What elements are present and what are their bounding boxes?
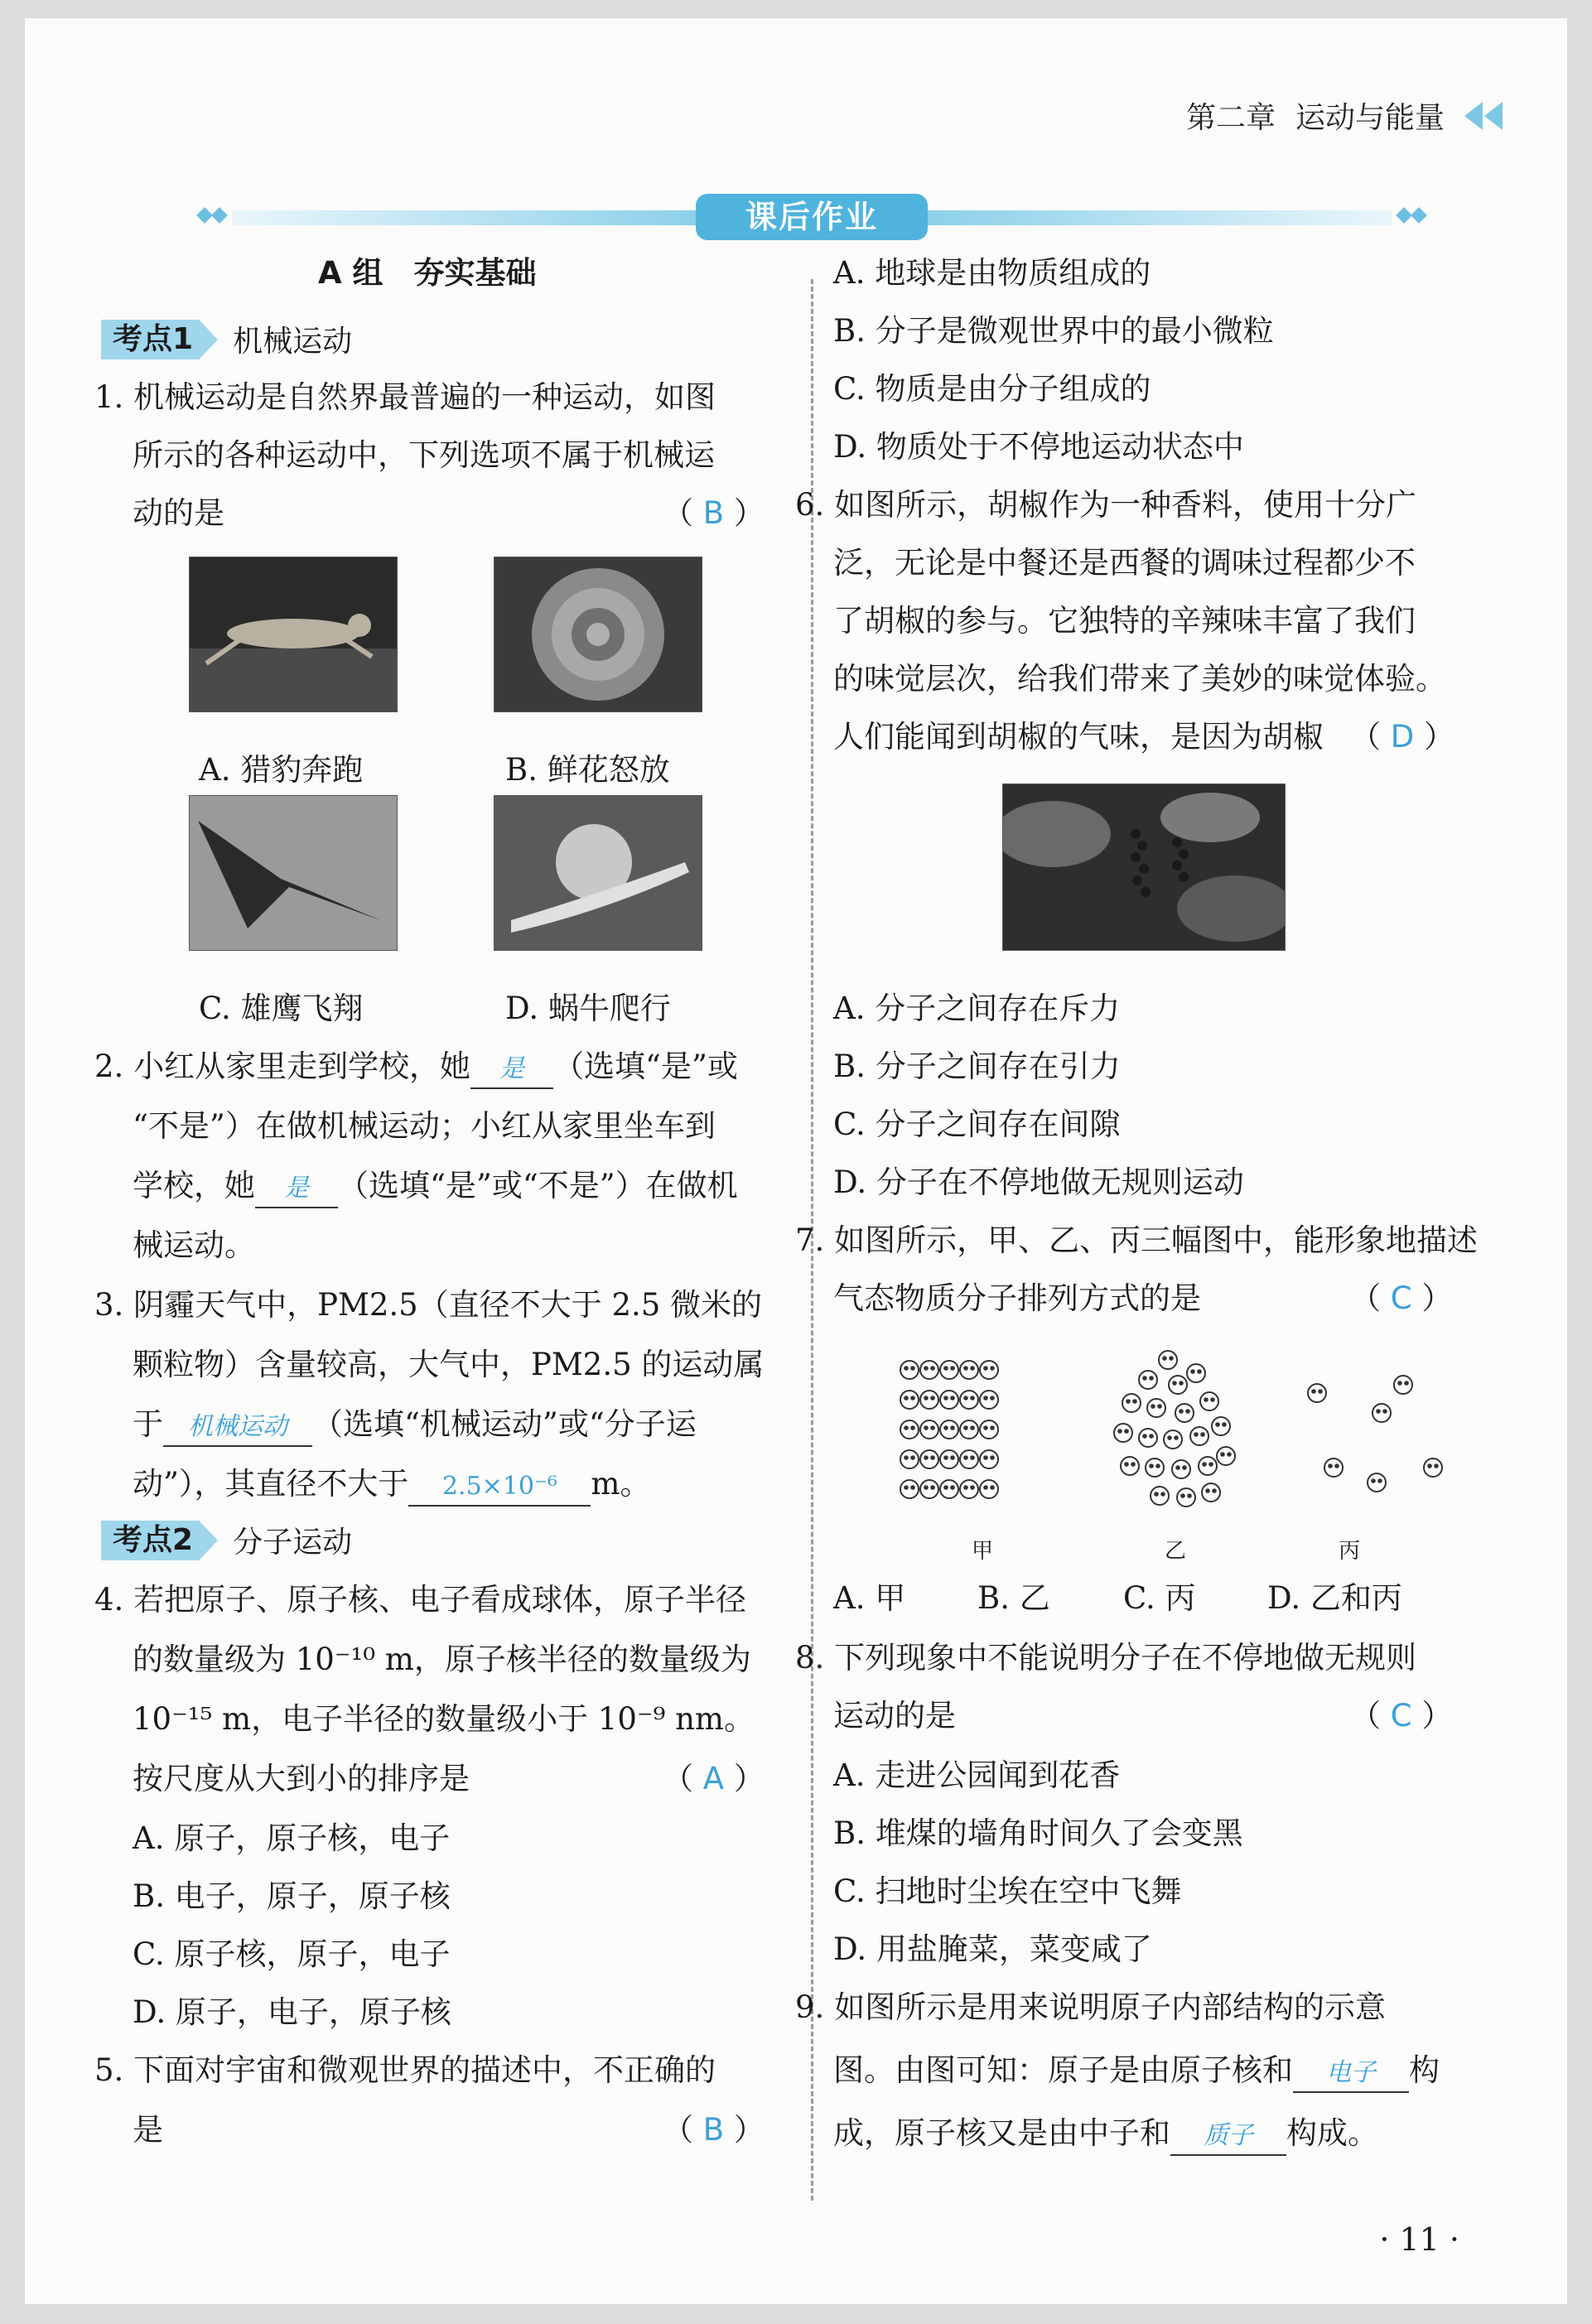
- q1-line: 动的是: [133, 495, 224, 531]
- flower-photo: [494, 557, 702, 712]
- kp1-title: 机械运动: [233, 325, 353, 359]
- page: [25, 18, 1567, 2304]
- q4-option: C. 原子核，原子，电子: [133, 1936, 451, 1972]
- q9-line: 成，原子核又是由中子和 质子 构成。: [833, 2115, 1378, 2156]
- molecule: [1187, 1364, 1205, 1382]
- molecule: [1159, 1351, 1177, 1369]
- molecule: [900, 1391, 919, 1409]
- molecule: [1114, 1424, 1132, 1442]
- molecule: [960, 1391, 978, 1409]
- liquid-molecules: [1114, 1351, 1235, 1507]
- q1-line: 所示的各种运动中，下列选项不属于机械运: [133, 437, 715, 473]
- q3-line: 3. 阴霾天气中，PM2.5（直径不大于 2.5 微米的: [94, 1287, 763, 1323]
- q6-answer: （ D ）: [1350, 719, 1455, 755]
- q6-option: D. 分子在不停地做无规则运动: [833, 1164, 1244, 1200]
- q2-blank[interactable]: 是: [470, 1051, 553, 1089]
- q9-blank[interactable]: 电子: [1293, 2055, 1409, 2093]
- kp1-heading: [101, 318, 352, 360]
- molecule: [1212, 1417, 1230, 1435]
- q6-line: 人们能闻到胡椒的气味，是因为胡椒: [833, 719, 1324, 755]
- q7-option: C. 丙: [1123, 1580, 1196, 1616]
- chapter-header: [1186, 94, 1503, 137]
- q3-line: 于 机械运动 （选填“机械运动”或“分子运: [133, 1406, 697, 1447]
- molecule: [940, 1361, 958, 1379]
- group-title: A 组 夯实基础: [318, 255, 537, 291]
- molecule: [1308, 1384, 1326, 1402]
- section-banner: [199, 194, 1425, 240]
- kp2-title: 分子运动: [233, 1526, 353, 1560]
- molecule: [980, 1391, 998, 1409]
- q6-option: C. 分子之间存在间隙: [833, 1107, 1121, 1142]
- molecule: [900, 1480, 919, 1498]
- molecule: [960, 1480, 978, 1498]
- q4-option: D. 原子，电子，原子核: [133, 1994, 451, 2030]
- q5-answer: （ B ）: [663, 2112, 765, 2148]
- q8-line: 8. 下列现象中不能说明分子在不停地做无规则: [795, 1640, 1417, 1675]
- gas-molecules: [1308, 1376, 1442, 1492]
- q1-line: 1. 机械运动是自然界最普遍的一种运动，如图: [94, 379, 716, 415]
- q6-line: 6. 如图所示，胡椒作为一种香料，使用十分广: [795, 487, 1417, 523]
- molecule: [1368, 1473, 1386, 1492]
- q6-line: 了胡椒的参与。它独特的辛辣味丰富了我们: [833, 603, 1416, 639]
- q1-option: C. 雄鹰飞翔: [199, 991, 364, 1026]
- chapter-title: 运动与能量: [1295, 101, 1445, 135]
- molecule: [1202, 1483, 1220, 1502]
- molecule: [1121, 1457, 1139, 1475]
- q1-option: B. 鲜花怒放: [505, 752, 670, 788]
- kp2-heading: [101, 1519, 352, 1561]
- q5-option: A. 地球是由物质组成的: [833, 255, 1151, 291]
- pepper-photo: [1002, 784, 1286, 951]
- molecule: [1175, 1404, 1194, 1422]
- q7-option: D. 乙和丙: [1267, 1580, 1402, 1616]
- q2-line: 械运动。: [133, 1227, 255, 1263]
- molecule: [1200, 1392, 1218, 1410]
- q1-answer: （ B ）: [663, 495, 765, 531]
- molecule: [1177, 1488, 1195, 1507]
- q5-option: D. 物质处于不停地运动状态中: [833, 429, 1244, 465]
- q4-line: 10⁻¹⁵ m，电子半径的数量级小于 10⁻⁹ nm。: [133, 1701, 755, 1737]
- diagram-label: 乙: [1165, 1539, 1187, 1564]
- q6-line: 泛，无论是中餐还是西餐的调味过程都少不: [833, 545, 1416, 581]
- q2-line: “不是”）在做机械运动；小红从家里坐车到: [133, 1108, 716, 1144]
- q4-option: B. 电子，原子，原子核: [133, 1878, 451, 1914]
- molecule: [1146, 1459, 1164, 1477]
- molecule: [920, 1361, 938, 1379]
- molecule: [1372, 1404, 1391, 1422]
- molecule: [1164, 1430, 1182, 1449]
- molecule: [1139, 1429, 1157, 1447]
- kp2-tag: 考点2: [101, 1521, 200, 1560]
- q4-line: 的数量级为 10⁻¹⁰ m，原子核半径的数量级为: [133, 1642, 751, 1677]
- q3-blank[interactable]: 机械运动: [163, 1409, 312, 1447]
- molecule: [1147, 1399, 1165, 1417]
- molecule: [920, 1450, 938, 1468]
- molecule: [900, 1420, 919, 1439]
- section-title: 课后作业: [696, 194, 928, 240]
- q1-option: D. 蜗牛爬行: [505, 991, 671, 1026]
- molecule: [1217, 1447, 1235, 1465]
- molecule: [1169, 1376, 1187, 1394]
- molecule: [1324, 1459, 1343, 1477]
- snail-photo: [494, 795, 702, 951]
- molecule: [960, 1420, 978, 1439]
- molecule: [980, 1480, 998, 1498]
- q1-option: A. 猎豹奔跑: [199, 752, 364, 788]
- molecule: [1139, 1371, 1157, 1389]
- q8-option: B. 堆煤的墙角时间久了会变黑: [833, 1815, 1243, 1851]
- molecule: [940, 1420, 958, 1439]
- q2-blank[interactable]: 是: [255, 1170, 338, 1208]
- q3-blank[interactable]: 2.5×10⁻⁶: [408, 1468, 591, 1507]
- q3-line: 颗粒物）含量较高，大气中，PM2.5 的运动属: [133, 1347, 765, 1382]
- q6-option: B. 分子之间存在引力: [833, 1049, 1121, 1084]
- q5-option: C. 物质是由分子组成的: [833, 371, 1151, 407]
- q9-line: 9. 如图所示是用来说明原子内部结构的示意: [795, 1989, 1387, 2025]
- q4-option: A. 原子，原子核，电子: [133, 1820, 451, 1856]
- q2-line: 学校，她 是 （选填“是”或“不是”）在做机: [133, 1168, 738, 1208]
- q8-option: C. 扫地时尘埃在空中飞舞: [833, 1873, 1182, 1909]
- q8-line: 运动的是: [833, 1698, 956, 1733]
- molecule: [1394, 1376, 1412, 1394]
- molecule: [1151, 1487, 1169, 1505]
- molecule: [920, 1420, 938, 1439]
- diagram-label: 甲: [972, 1539, 994, 1564]
- molecule: [960, 1361, 978, 1379]
- page-number: · 11 ·: [1379, 2221, 1459, 2258]
- diagram-label: 丙: [1339, 1539, 1361, 1564]
- molecule: [1424, 1459, 1442, 1477]
- q6-line: 的味觉层次，给我们带来了美妙的味觉体验。: [833, 661, 1446, 697]
- molecule: [940, 1480, 958, 1498]
- molecule: [1190, 1427, 1208, 1445]
- q7-option: B. 乙: [977, 1580, 1050, 1616]
- molecule: [960, 1450, 978, 1468]
- molecule: [980, 1361, 998, 1379]
- molecule: [980, 1450, 998, 1468]
- q7-option: A. 甲: [833, 1580, 906, 1616]
- molecule: [900, 1450, 919, 1468]
- eagle-photo: [189, 795, 398, 951]
- q6-option: A. 分子之间存在斥力: [833, 991, 1121, 1026]
- molecule: [1199, 1457, 1217, 1475]
- molecule: [900, 1361, 919, 1379]
- molecule: [940, 1391, 958, 1409]
- q3-line: 动”），其直径不大于 2.5×10⁻⁶ m。: [133, 1466, 651, 1507]
- q7-line: 气态物质分子排列方式的是: [833, 1280, 1201, 1316]
- q8-option: A. 走进公园闻到花香: [833, 1757, 1121, 1793]
- double-arrow-icon: [1464, 102, 1503, 130]
- solid-molecules: [900, 1361, 998, 1498]
- q5-line: 5. 下面对宇宙和微观世界的描述中，不正确的: [94, 2052, 716, 2088]
- q9-blank[interactable]: 质子: [1170, 2118, 1286, 2156]
- q4-answer: （ A ）: [663, 1761, 765, 1796]
- q9-line: 图。由图可知：原子是由原子核和 电子 构: [833, 2052, 1440, 2093]
- molecule: [980, 1420, 998, 1439]
- q8-answer: （ C ）: [1350, 1698, 1453, 1733]
- molecule: [1172, 1460, 1190, 1478]
- q4-line: 4. 若把原子、原子核、电子看成球体，原子半径: [94, 1582, 747, 1618]
- q5-line: 是: [133, 2112, 163, 2148]
- q2-line: 2. 小红从家里走到学校，她 是 （选填“是”或: [94, 1049, 738, 1089]
- q7-line: 7. 如图所示，甲、乙、丙三幅图中，能形象地描述: [795, 1222, 1479, 1258]
- molecule: [1122, 1394, 1141, 1412]
- cheetah-photo: [189, 557, 398, 712]
- q7-answer: （ C ）: [1350, 1280, 1453, 1316]
- chapter-label: 第二章: [1185, 101, 1276, 135]
- molecule: [920, 1391, 938, 1409]
- kp1-tag: 考点1: [101, 320, 200, 359]
- q8-option: D. 用盐腌菜，菜变咸了: [833, 1931, 1152, 1967]
- q4-line: 按尺度从大到小的排序是: [133, 1761, 470, 1796]
- molecule-diagrams: [870, 1327, 1499, 1526]
- molecule: [920, 1480, 938, 1498]
- q5-option: B. 分子是微观世界中的最小微粒: [833, 313, 1274, 349]
- molecule: [940, 1450, 958, 1468]
